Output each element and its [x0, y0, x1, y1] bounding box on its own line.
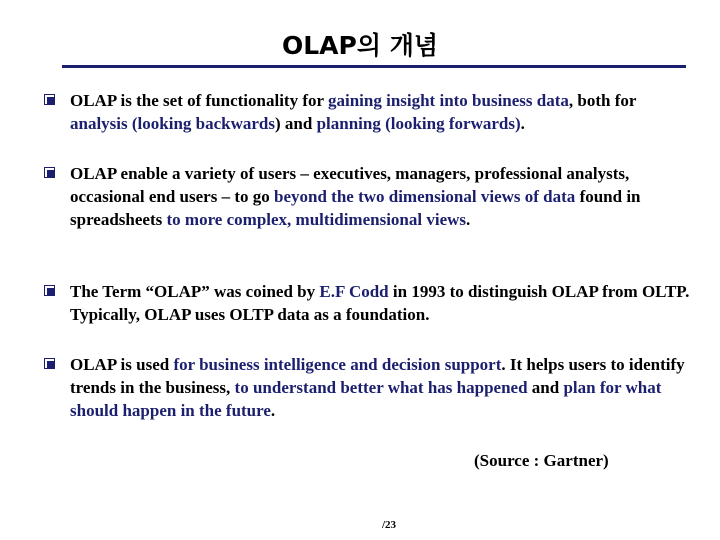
bullet-text	[70, 353, 694, 422]
square-bullet-icon	[44, 358, 55, 369]
highlighted-phrase: to understand better what has happened	[234, 378, 528, 397]
text-run: in 1993 to distinguish OLAP from OLTP. Typically, OLAP uses OLTP data as a foundation.	[70, 282, 690, 324]
text-run: .	[466, 210, 471, 229]
text-run: . It helps users to identify trends in the business,	[70, 355, 685, 397]
highlighted-phrase: planning (looking forwards)	[316, 114, 521, 133]
source-citation: (Source : Gartner)	[474, 451, 609, 470]
square-bullet-icon	[44, 94, 55, 105]
square-bullet-icon	[44, 285, 55, 296]
bullet-definition	[44, 89, 694, 135]
highlighted-phrase: plan for what should happen in the future	[70, 378, 662, 420]
text-run: ) and	[275, 114, 317, 133]
title-divider	[62, 65, 686, 68]
slide-title: OLAP의 개념	[281, 31, 438, 60]
bullet-history	[44, 280, 694, 326]
highlighted-phrase: to more complex, multidimensional views	[166, 210, 467, 229]
text-run: OLAP enable a variety of users – executives, managers, professional analysts, occasional end users – to go	[70, 164, 630, 206]
highlighted-phrase: gaining insight into business data	[327, 91, 569, 110]
bullet-users	[44, 162, 694, 231]
bullet-usage	[44, 353, 694, 422]
text-run: .	[270, 401, 276, 420]
highlighted-phrase: analysis (looking backwards	[70, 114, 275, 133]
highlighted-phrase: for business intelligence and decision support	[173, 355, 502, 374]
text-run: The Term “OLAP” was coined by	[70, 282, 320, 301]
text-run: OLAP is used	[70, 355, 174, 374]
text-run: and	[527, 378, 564, 397]
bullet-text	[70, 162, 694, 231]
page-number: /23	[382, 519, 397, 531]
highlighted-phrase: E.F Codd	[319, 282, 389, 301]
bullet-text	[70, 280, 694, 326]
bullet-text	[70, 89, 694, 135]
square-bullet-icon	[44, 167, 55, 178]
text-run: OLAP is the set of functionality for	[70, 91, 328, 110]
text-run: found in spreadsheets	[70, 187, 641, 229]
highlighted-phrase: beyond the two dimensional views of data	[274, 187, 576, 206]
text-run: , both for	[568, 91, 637, 110]
text-run: .	[520, 114, 525, 133]
